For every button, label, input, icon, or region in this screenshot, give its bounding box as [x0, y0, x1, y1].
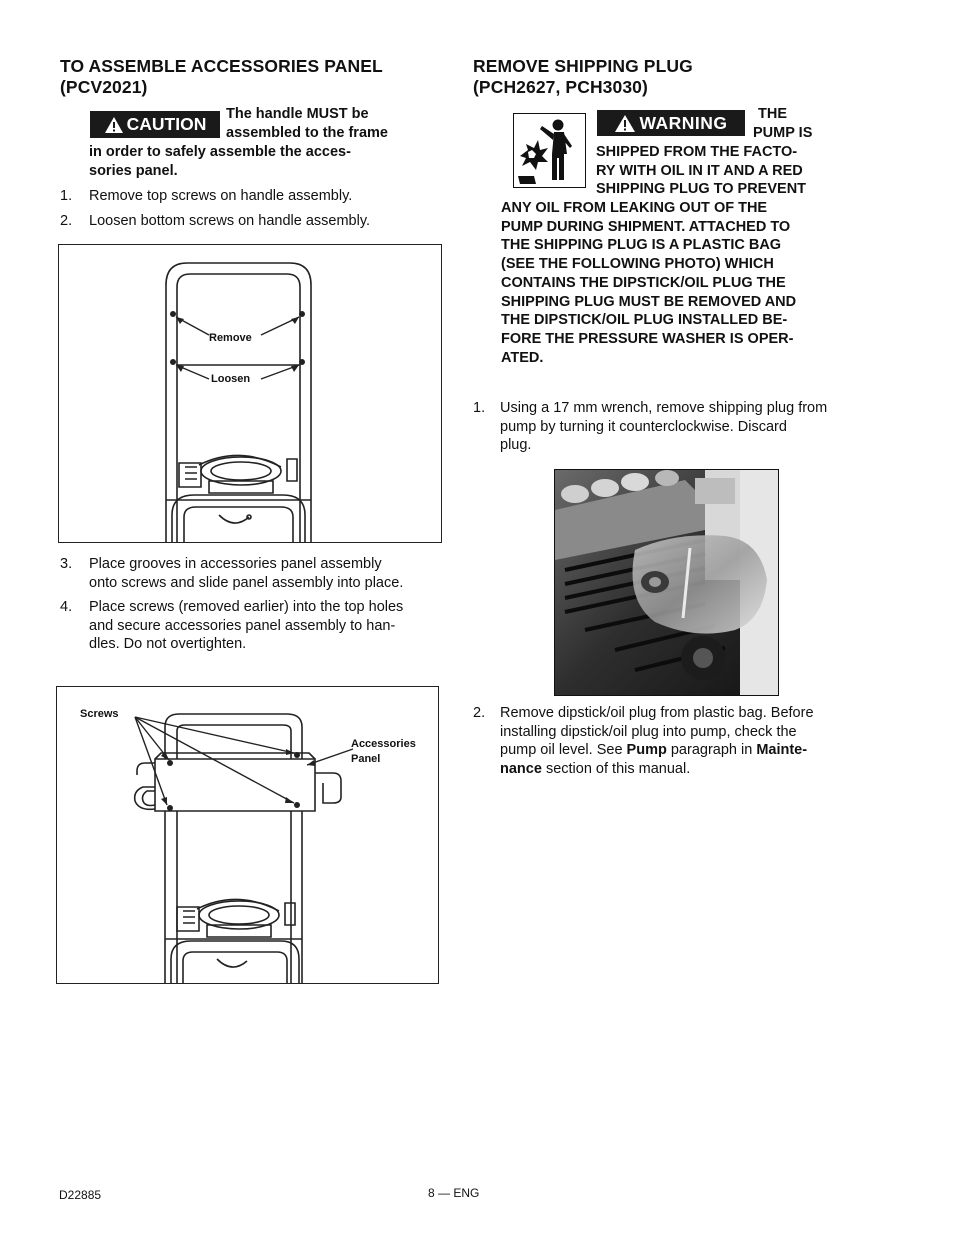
- heading-line-1: TO ASSEMBLE ACCESSORIES PANEL: [60, 56, 383, 76]
- figure-handle-screws: [58, 244, 442, 543]
- document-id: D22885: [59, 1188, 102, 1202]
- section-heading-shipping-plug: [473, 56, 693, 98]
- warning-triangle-icon: [104, 116, 124, 134]
- step-text: Remove top screws on handle assembly.: [89, 188, 353, 204]
- step-text-line-2: and secure accessories panel assembly to han-: [89, 617, 396, 634]
- step-3: [60, 555, 440, 593]
- heading-line-1: REMOVE SHIPPING PLUG: [473, 56, 693, 76]
- warning-line-5: SHIPPING PLUG TO PREVENT: [596, 181, 807, 197]
- label-screws: Screws: [80, 708, 119, 720]
- step-number: 2.: [473, 705, 486, 721]
- step-number: 2.: [60, 213, 73, 229]
- section-heading-accessories: [60, 56, 383, 98]
- step-text-line-3: dles. Do not overtighten.: [89, 636, 247, 652]
- pump-with-bag-photo: [555, 470, 778, 695]
- warning-line-8: THE SHIPPING PLUG IS A PLASTIC BAG: [501, 237, 782, 253]
- figure-accessories-panel: [56, 686, 439, 984]
- person-explosion-icon: [514, 114, 585, 187]
- step-text-line-2: pump by turning it counterclockwise. Discard: [500, 418, 787, 435]
- caution-text-3: in order to safely assemble the acces-: [89, 144, 351, 160]
- maintenance-reference: Mainte-: [756, 742, 808, 758]
- handle-illustration: [59, 245, 441, 542]
- panel-illustration: [57, 687, 438, 983]
- step-text-line-2: installing dipstick/oil plug into pump, check the: [500, 723, 797, 740]
- caution-badge: [90, 111, 220, 138]
- maintenance-reference-end: nance: [500, 760, 542, 777]
- warning-line-4: RY WITH OIL IN IT AND A RED: [596, 163, 803, 179]
- step-2: [60, 212, 440, 231]
- step-text-line-3: [500, 741, 807, 760]
- warning-line-7: PUMP DURING SHIPMENT. ATTACHED TO: [501, 219, 791, 235]
- caution-text-4: sories panel.: [89, 163, 178, 179]
- text-run: section of this manual.: [541, 760, 691, 777]
- warning-line-14: ATED.: [501, 350, 544, 366]
- warning-line-6: ANY OIL FROM LEAKING OUT OF THE: [501, 200, 768, 216]
- step-text-line-1: Using a 17 mm wrench, remove shipping plug from: [500, 400, 828, 416]
- label-accessories: Accessories: [351, 738, 416, 750]
- explosion-hazard-icon: [513, 113, 586, 188]
- step-text: Loosen bottom screws on handle assembly.: [89, 213, 371, 229]
- step-text-line-1: Place grooves in accessories panel assembly: [89, 556, 382, 572]
- heading-line-2: (PCV2021): [60, 77, 148, 97]
- label-panel: Panel: [351, 753, 381, 765]
- step-text-line-4: [500, 760, 690, 779]
- warning-line-9: (SEE THE FOLLOWING PHOTO) WHICH: [501, 256, 774, 272]
- label-loosen: Loosen: [211, 373, 251, 385]
- text-run: pump oil level. See: [500, 742, 627, 758]
- warning-line-10: CONTAINS THE DIPSTICK/OIL PLUG THE: [501, 275, 786, 291]
- text-run: paragraph in: [666, 742, 757, 758]
- warning-line-11: SHIPPING PLUG MUST BE REMOVED AND: [501, 294, 797, 310]
- step-1: [60, 187, 440, 206]
- step-2-dipstick: [473, 704, 873, 780]
- warning-triangle-icon: [614, 114, 636, 133]
- step-text-line-2: onto screws and slide panel assembly into place.: [89, 574, 404, 591]
- warning-badge-label: WARNING: [639, 112, 728, 133]
- warning-line-12: THE DIPSTICK/OIL PLUG INSTALLED BE-: [501, 312, 788, 328]
- step-number: 1.: [473, 400, 486, 416]
- warning-line-2: PUMP IS: [753, 125, 813, 141]
- step-1-shipping-plug: [473, 399, 873, 455]
- step-number: 1.: [60, 188, 73, 204]
- label-remove: Remove: [209, 332, 252, 344]
- warning-line-13: FORE THE PRESSURE WASHER IS OPER-: [501, 331, 794, 347]
- caution-text-1: The handle MUST be: [226, 106, 369, 122]
- step-text-line-1: Remove dipstick/oil plug from plastic bag. Before: [500, 705, 814, 721]
- step-text-line-3: plug.: [500, 437, 532, 453]
- heading-line-2: (PCH2627, PCH3030): [473, 77, 648, 97]
- pump-reference: Pump: [626, 742, 667, 758]
- step-4: [60, 598, 440, 654]
- warning-line-1: THE: [758, 106, 787, 122]
- step-text-line-1: Place screws (removed earlier) into the top holes: [89, 599, 404, 615]
- step-number: 3.: [60, 556, 73, 572]
- pump-photo: [554, 469, 779, 696]
- step-number: 4.: [60, 599, 73, 615]
- warning-line-3: SHIPPED FROM THE FACTO-: [596, 144, 798, 160]
- caution-badge-label: CAUTION: [126, 114, 207, 134]
- page-number: 8 — ENG: [428, 1186, 480, 1200]
- warning-badge: [597, 110, 745, 136]
- caution-text-2: assembled to the frame: [226, 125, 388, 141]
